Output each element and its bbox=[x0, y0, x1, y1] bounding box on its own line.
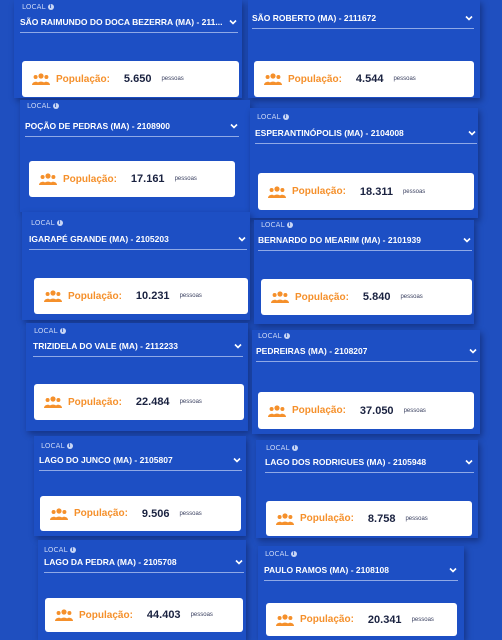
location-select[interactable] bbox=[33, 336, 243, 357]
location-select[interactable] bbox=[265, 452, 474, 473]
population-value: 5.840 bbox=[362, 291, 391, 303]
population-box bbox=[34, 384, 244, 420]
location-select[interactable] bbox=[39, 450, 242, 471]
local-label bbox=[27, 102, 59, 110]
info-icon[interactable]: i bbox=[287, 222, 293, 228]
chevron-down-icon bbox=[464, 13, 474, 23]
population-unit: pessoas bbox=[179, 510, 202, 517]
chevron-down-icon bbox=[233, 341, 243, 351]
local-label-text: LOCAL bbox=[258, 332, 282, 340]
population-label: População: bbox=[56, 73, 110, 85]
location-select[interactable] bbox=[255, 123, 477, 144]
local-label bbox=[265, 550, 297, 558]
population-unit: pessoas bbox=[179, 293, 202, 299]
local-label bbox=[22, 3, 54, 11]
local-label bbox=[258, 332, 290, 340]
population-value: 20.341 bbox=[367, 613, 402, 626]
location-select[interactable] bbox=[264, 560, 458, 581]
population-unit: pessoas bbox=[190, 612, 213, 618]
population-value: 10.231 bbox=[135, 290, 170, 302]
population-unit: pessoas bbox=[405, 515, 428, 522]
info-icon[interactable]: i bbox=[53, 103, 59, 109]
location-select[interactable] bbox=[252, 8, 474, 29]
population-value: 5.650 bbox=[123, 73, 152, 85]
local-label-text: LOCAL bbox=[31, 219, 55, 227]
population-box bbox=[266, 603, 457, 636]
chevron-down-icon bbox=[448, 565, 458, 575]
population-box bbox=[34, 278, 248, 314]
info-icon[interactable]: i bbox=[57, 220, 63, 226]
location-select-value: BERNARDO DO MEARIM (MA) - 2101939 bbox=[258, 235, 421, 245]
population-value: 44.403 bbox=[146, 609, 181, 621]
population-value: 18.311 bbox=[359, 185, 393, 198]
location-select-value: PEDREIRAS (MA) - 2108207 bbox=[256, 346, 368, 356]
population-value: 22.484 bbox=[135, 396, 170, 408]
population-unit: pessoas bbox=[393, 76, 416, 82]
local-label-text: LOCAL bbox=[261, 221, 285, 229]
population-box bbox=[45, 598, 243, 632]
population-label: População: bbox=[288, 73, 342, 85]
people-icon bbox=[276, 512, 294, 526]
population-box bbox=[40, 496, 241, 531]
people-icon bbox=[50, 507, 68, 521]
population-value: 37.050 bbox=[359, 404, 394, 417]
location-select-value: PAULO RAMOS (MA) - 2108108 bbox=[264, 565, 390, 575]
population-value: 8.758 bbox=[367, 512, 396, 525]
people-icon bbox=[268, 185, 286, 199]
chevron-down-icon bbox=[228, 17, 238, 27]
population-label: População: bbox=[292, 405, 346, 416]
local-label-text: LOCAL bbox=[266, 444, 290, 452]
population-label: População: bbox=[292, 186, 346, 197]
population-unit: pessoas bbox=[411, 616, 434, 623]
local-label-text: LOCAL bbox=[265, 550, 289, 558]
population-unit: pessoas bbox=[161, 76, 184, 82]
chevron-down-icon bbox=[229, 121, 239, 131]
info-icon[interactable]: i bbox=[70, 547, 76, 553]
population-label: População: bbox=[300, 513, 354, 524]
population-unit: pessoas bbox=[174, 176, 197, 182]
location-select[interactable] bbox=[29, 229, 247, 250]
population-label: População: bbox=[74, 508, 128, 519]
population-label: População: bbox=[63, 173, 117, 185]
local-label-text: LOCAL bbox=[41, 442, 65, 450]
local-label bbox=[34, 327, 66, 335]
chevron-down-icon bbox=[468, 346, 478, 356]
population-box bbox=[22, 61, 239, 97]
location-select-value: LAGO DO JUNCO (MA) - 2105807 bbox=[39, 455, 173, 465]
location-select[interactable] bbox=[44, 552, 244, 573]
population-unit: pessoas bbox=[402, 188, 426, 195]
population-box bbox=[258, 173, 474, 210]
location-select-value: POÇÃO DE PEDRAS (MA) - 2108900 bbox=[25, 121, 171, 131]
population-value: 9.506 bbox=[141, 507, 170, 520]
chevron-down-icon bbox=[464, 457, 474, 467]
people-icon bbox=[268, 404, 286, 418]
location-select-value: ESPERANTINÓPOLIS (MA) - 2104008 bbox=[255, 128, 404, 138]
chevron-down-icon bbox=[462, 235, 472, 245]
local-label bbox=[266, 444, 298, 452]
local-label bbox=[261, 221, 293, 229]
local-label bbox=[41, 442, 73, 450]
location-select[interactable] bbox=[258, 230, 472, 251]
people-icon bbox=[39, 172, 57, 186]
local-label-text: LOCAL bbox=[257, 113, 281, 121]
local-label bbox=[31, 219, 63, 227]
population-label: População: bbox=[295, 291, 349, 303]
people-icon bbox=[271, 290, 289, 304]
chevron-down-icon bbox=[237, 234, 247, 244]
info-icon[interactable]: i bbox=[291, 551, 297, 557]
people-icon bbox=[32, 72, 50, 86]
population-value: 17.161 bbox=[130, 173, 165, 185]
population-label: População: bbox=[79, 609, 133, 621]
local-label-text: LOCAL bbox=[22, 3, 46, 11]
population-unit: pessoas bbox=[403, 407, 426, 414]
location-select-value: TRIZIDELA DO VALE (MA) - 2112233 bbox=[33, 341, 178, 351]
chevron-down-icon bbox=[467, 128, 477, 138]
population-box bbox=[261, 279, 472, 315]
population-box bbox=[266, 501, 472, 536]
chevron-down-icon bbox=[232, 455, 242, 465]
local-label-text: LOCAL bbox=[27, 102, 51, 110]
people-icon bbox=[276, 613, 294, 627]
info-icon[interactable]: i bbox=[48, 4, 54, 10]
location-select-value: SÃO ROBERTO (MA) - 2111672 bbox=[252, 13, 377, 23]
population-unit: pessoas bbox=[400, 294, 423, 300]
people-icon bbox=[44, 395, 62, 409]
population-value: 4.544 bbox=[355, 73, 384, 85]
info-icon[interactable]: i bbox=[67, 443, 73, 449]
info-icon[interactable]: i bbox=[283, 114, 289, 120]
local-label-text: LOCAL bbox=[34, 327, 58, 335]
location-select[interactable] bbox=[20, 12, 238, 33]
population-label: População: bbox=[68, 290, 122, 302]
local-label bbox=[257, 113, 289, 121]
location-select-value: LAGO DA PEDRA (MA) - 2105708 bbox=[44, 557, 177, 567]
chevron-down-icon bbox=[234, 557, 244, 567]
population-box bbox=[258, 392, 474, 429]
people-icon bbox=[44, 289, 62, 303]
people-icon bbox=[55, 608, 73, 622]
population-label: População: bbox=[300, 614, 354, 625]
people-icon bbox=[264, 72, 282, 86]
population-box bbox=[254, 61, 474, 97]
local-label-text: LOCAL bbox=[44, 546, 68, 554]
population-box bbox=[29, 161, 235, 197]
location-select-value: SÃO RAIMUNDO DO DOCA BEZERRA (MA) - 211... bbox=[20, 17, 223, 27]
location-select-value: LAGO DOS RODRIGUES (MA) - 2105948 bbox=[265, 457, 427, 467]
population-unit: pessoas bbox=[179, 399, 202, 405]
location-select[interactable] bbox=[25, 116, 239, 137]
location-select-value: IGARAPÉ GRANDE (MA) - 2105203 bbox=[29, 234, 169, 244]
location-select[interactable] bbox=[256, 341, 478, 362]
info-icon[interactable]: i bbox=[292, 445, 298, 451]
population-label: População: bbox=[68, 396, 122, 408]
info-icon[interactable]: i bbox=[284, 333, 290, 339]
info-icon[interactable]: i bbox=[60, 328, 66, 334]
